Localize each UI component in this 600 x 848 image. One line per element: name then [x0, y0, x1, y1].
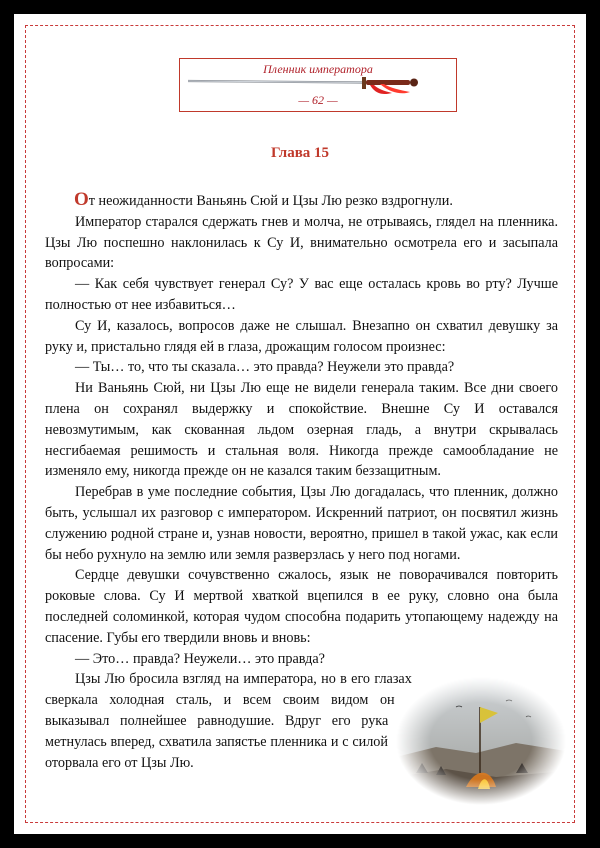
paragraph: Ни Ваньянь Сюй, ни Цзы Лю еще не видели генерала таким. Все дни своего плена он сохранял выдержку и спокойствие. Внешне Су И оставался невозмутимым, как скованная льдом озерная гладь, а внутри скрывалась несгибаемая решимость и стальная воля. Никогда прежде самообладание не изменяло ему, никогда прежде он не казался таким беззащитным. [45, 380, 558, 480]
battle-illustration [396, 677, 566, 805]
paragraph: От неожиданности Ваньянь Сюй и Цзы Лю резко вздрогнули. [74, 189, 453, 210]
drop-cap: О [74, 189, 89, 210]
paragraph: Перебрав в уме последние события, Цзы Лю догадалась, что пленник, должно быть, услышал их разговор с императором. Искренний патриот, он посвятил жизнь служению родной стране и, узнав новости, вероятно, пришел в такой ужас, как если бы небо рухнуло на землю или земля разверзлась у него под ногами. [45, 484, 558, 563]
book-title: Пленник императора [263, 62, 373, 76]
paragraph: Су И, казалось, вопросов даже не слышал. Внезапно он схватил девушку за руку и, пристально глядя ей в глаза, дрожащим голосом произнес: [45, 317, 558, 355]
page-number: — 62 — [298, 93, 338, 107]
chapter-title: Глава 15 [270, 145, 330, 161]
book-page [14, 14, 586, 834]
chapter-text [45, 190, 558, 805]
paragraph: — Ты… то, что ты сказала… это правда? Неужели это правда? [75, 359, 455, 376]
paragraph: — Как себя чувствует генерал Су? У вас еще осталась кровь во рту? Лучше полностью от нее избавиться… [45, 276, 558, 313]
paragraph: Сердце девушки сочувственно сжалось, язык не поворачивался повторить роковые слова. Су И мертвой хваткой вцепился в ее руку, словно она была последней соломинкой, которая чудом способна подарить утопающему надежду на спасение. Губы его твердили вновь и вновь: [45, 567, 558, 646]
page-header [179, 58, 457, 112]
paragraph: — Это… правда? Неужели… это правда? [75, 650, 325, 667]
paragraph: Цзы Лю бросила взгляд на императора, но в его глазах сверкала холодная сталь, и всем своим видом он выказывал полнейшее равнодушие. Вдруг его рука метнулась вперед, схватила запястье пленника и с силой оторвала его от Цзы Лю. [45, 671, 412, 771]
paragraph: Император старался сдержать гнев и молча, не отрываясь, глядел на пленника. Цзы Лю поспешно наклонилась к Су И, внимательно осмотрела его и засыпала вопросами: [45, 213, 558, 272]
